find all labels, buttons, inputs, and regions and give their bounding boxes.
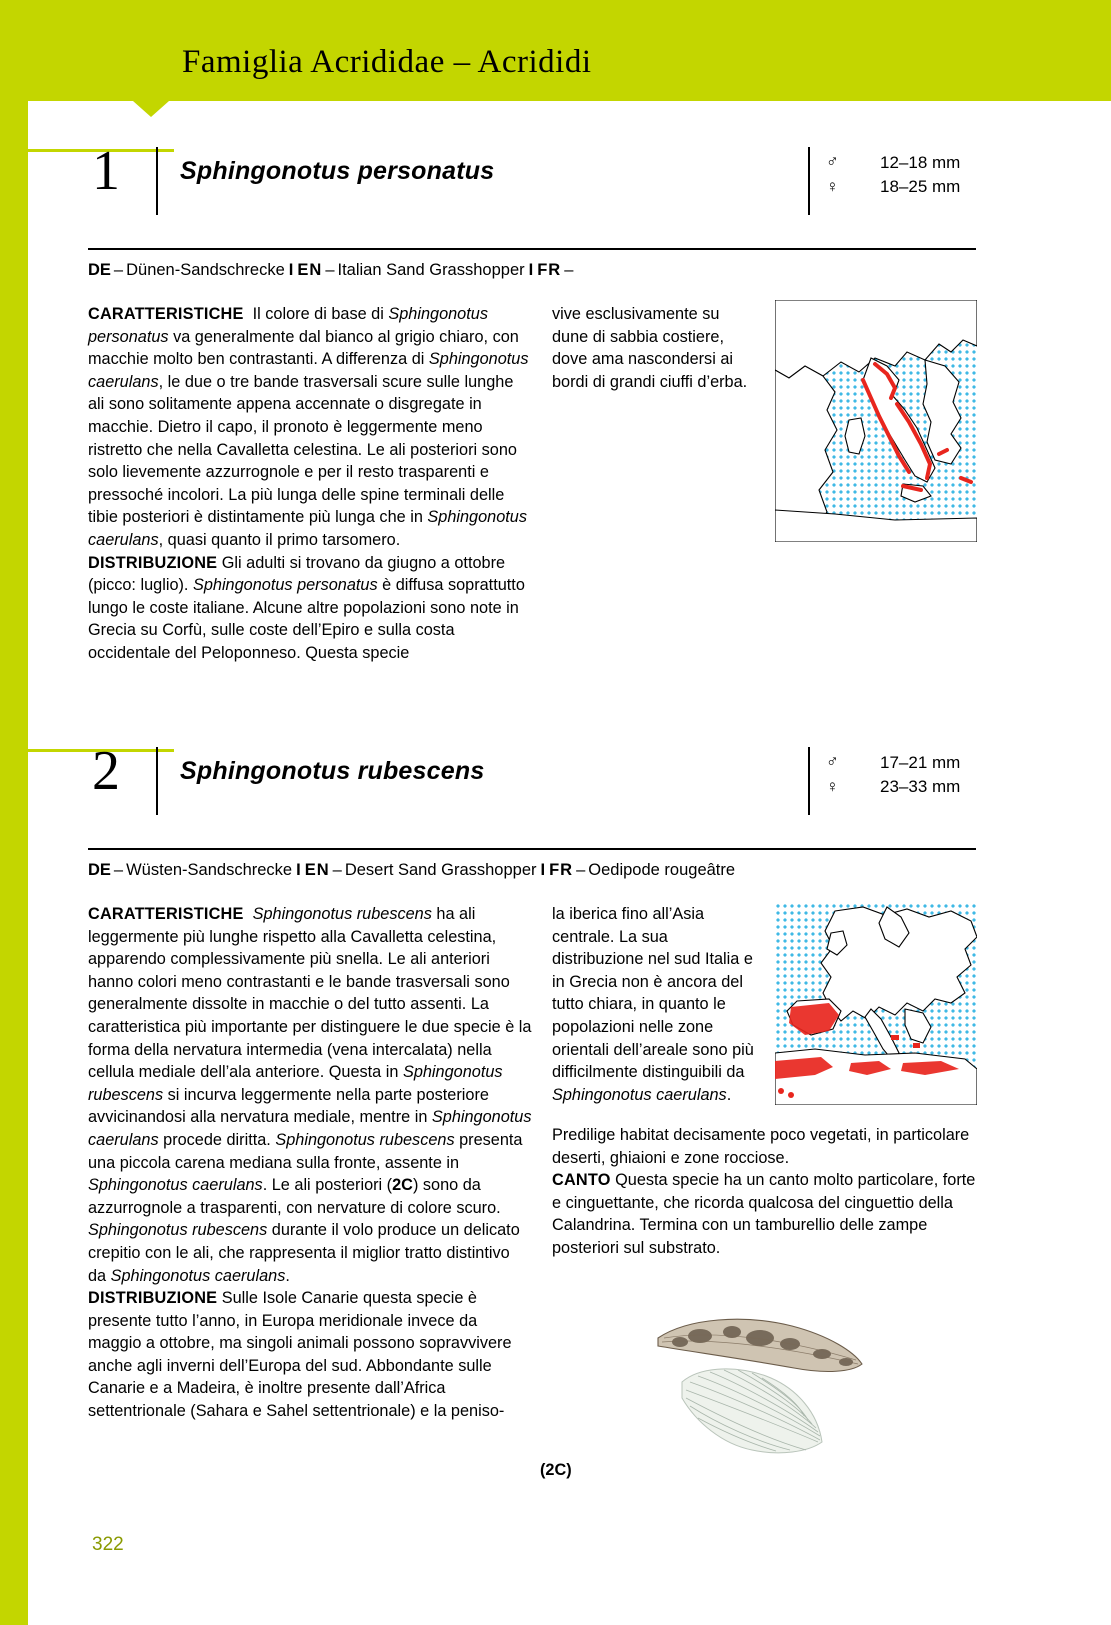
entry-number: 1: [92, 140, 120, 202]
distribution-map-europe-africa: [775, 903, 977, 1105]
male-size: 17–21 mm: [880, 753, 961, 772]
insect-wing-illustration: [640, 1290, 890, 1470]
lang-separator-2: I: [528, 261, 534, 279]
de-dash: –: [113, 861, 124, 879]
fr-dash: –: [564, 261, 574, 279]
map-vector-italy: [775, 300, 977, 542]
en-label: EN: [297, 261, 323, 279]
entry-2-column-2: la iberica fino all’Asia centrale. La sua distribuzione nel sud Italia e in Grecia non è ancora del tutto chiara, in quanto le popolazioni nelle zone orientali dell’areale sono più difficilmente distinguibili da Sphingonotus caerulans.: [552, 905, 754, 1104]
de-dash: –: [113, 261, 124, 279]
entry-2-column-2-wide: Predilige habitat decisamente poco vegetati, in particolare deserti, ghiaioni e zone rocciose. CANTO Questa specie ha un canto molto particolare, forte e cinguettante, che ricorda qualcosa del cinguettio della Calandrina. Termina con un tamburellio delle zampe posteriori sul substrato.: [552, 1126, 976, 1257]
lang-separator-1: I: [296, 861, 301, 879]
entry-vertical-rule: [156, 147, 158, 215]
fr-dash: –: [576, 861, 586, 879]
de-name: Dünen-Sandschrecke: [126, 261, 285, 279]
entry-number: 2: [92, 740, 120, 802]
en-dash: –: [325, 261, 335, 279]
language-rule: [88, 848, 976, 850]
size-vertical-rule: [808, 747, 810, 815]
species-name: Sphingonotus rubescens: [180, 757, 485, 785]
entry-2-column-1: CARATTERISTICHE Sphingonotus rubescens ha ali leggermente più lunghe rispetto alla Cavalletta celestina, apparendo complessivamente più snella. Le ali anteriori hanno colori meno contrastanti e le bande trasversali sono generalmente dissolte in macchie o del tutto assenti. La caratteristica più importante per distinguere le due specie è la forma della nervatura intermedia (vena intercalata) nella cellula mediale dell’ala anteriore. Questa in Sphingonotus rubescens si incurva leggermente nella parte posteriore avvicinandosi alla nervatura mediale, mentre in Sphingonotus caerulans procede diritta. Sphingonotus rubescens presenta una piccola carena mediana sulla fronte, assente in Sphingonotus caerulans. Le ali posteriori (2C) sono da azzurrognole a trasparenti, con nervature di colore scuro. Sphingonotus rubescens durante il volo produce un delicato crepitio con le ali, che rappresenta il miglior tratto distintivo da Sphingonotus caerulans. DISTRIBUZIONE Sulle Isole Canarie questa specie è presente tutto l’anno, in Europa meridionale invece da maggio a ottobre, ma singoli animali possono sopravvivere anche agli inverni dell’Europa del sud. Abbondante sulle Canarie e a Madeira, è inoltre presente dall’Africa settentrionale (Sahara e Sahel settentrionale) e la peniso-: [88, 905, 532, 1421]
language-names: [88, 861, 735, 880]
lang-separator-1: I: [288, 261, 294, 279]
header-notch-marker: [133, 101, 169, 117]
page-number: 322: [92, 1534, 124, 1555]
en-name: Italian Sand Grasshopper: [337, 261, 525, 279]
female-symbol: ♀: [826, 777, 839, 796]
map-vector-europe: [775, 903, 977, 1105]
figure-label-2c: (2C): [540, 1461, 572, 1479]
distribution-map-italy: [775, 300, 977, 542]
entry-vertical-rule: [156, 747, 158, 815]
en-name: Desert Sand Grasshopper: [344, 861, 537, 879]
fr-name: Oedipode rougeâtre: [588, 861, 736, 879]
male-size: 12–18 mm: [880, 153, 961, 172]
female-size: 18–25 mm: [880, 177, 961, 196]
language-rule: [88, 248, 976, 250]
de-name: Wüsten-Sandschrecke: [126, 861, 293, 879]
en-label: EN: [304, 861, 330, 879]
male-symbol: ♂: [826, 152, 839, 171]
fr-label: FR: [549, 861, 574, 879]
page-title: Famiglia Acrididae – Acrididi: [182, 44, 592, 80]
left-accent-bar: [0, 0, 28, 1625]
entry-1-column-2: vive esclusivamente su dune di sabbia costiere, dove ama nascondersi ai bordi di grandi ciuffi d’erba.: [552, 305, 748, 391]
female-symbol: ♀: [826, 177, 839, 196]
size-vertical-rule: [808, 147, 810, 215]
entry-1-column-1: CARATTERISTICHE Il colore di base di Sphingonotus personatus va generalmente dal bianco al grigio chiaro, con macchie molto ben contrastanti. A differenza di Sphingonotus caerulans, le due o tre bande trasversali scure sulle lunghe ali sono solitamente appena accennate o disgregate in macchie. Dietro il capo, il pronoto è leggermente meno ristretto che nella Cavalletta celestina. Le ali posteriori sono solo lievemente azzurrognole e per il resto trasparenti e pressoché incolori. La più lunga delle spine terminali delle tibie posteriori è distintamente più lunga che in Sphingonotus caerulans, quasi quanto il primo tarsomero. DISTRIBUZIONE Gli adulti si trovano da giugno a ottobre (picco: luglio). Sphingonotus personatus è diffusa soprattutto lungo le coste italiane. Alcune altre popolazioni sono note in Grecia su Corfù, sulle coste dell’Epiro e sulla costa occidentale del Peloponneso. Questa specie: [88, 305, 529, 662]
lang-separator-2: I: [540, 861, 546, 879]
fr-label: FR: [537, 261, 562, 279]
en-dash: –: [332, 861, 342, 879]
species-name: Sphingonotus personatus: [180, 157, 495, 185]
grasshopper-wings-svg: [640, 1290, 890, 1470]
language-names: [88, 261, 576, 280]
de-label: DE: [88, 861, 111, 879]
male-symbol: ♂: [826, 752, 839, 771]
de-label: DE: [88, 261, 111, 279]
female-size: 23–33 mm: [880, 777, 961, 796]
